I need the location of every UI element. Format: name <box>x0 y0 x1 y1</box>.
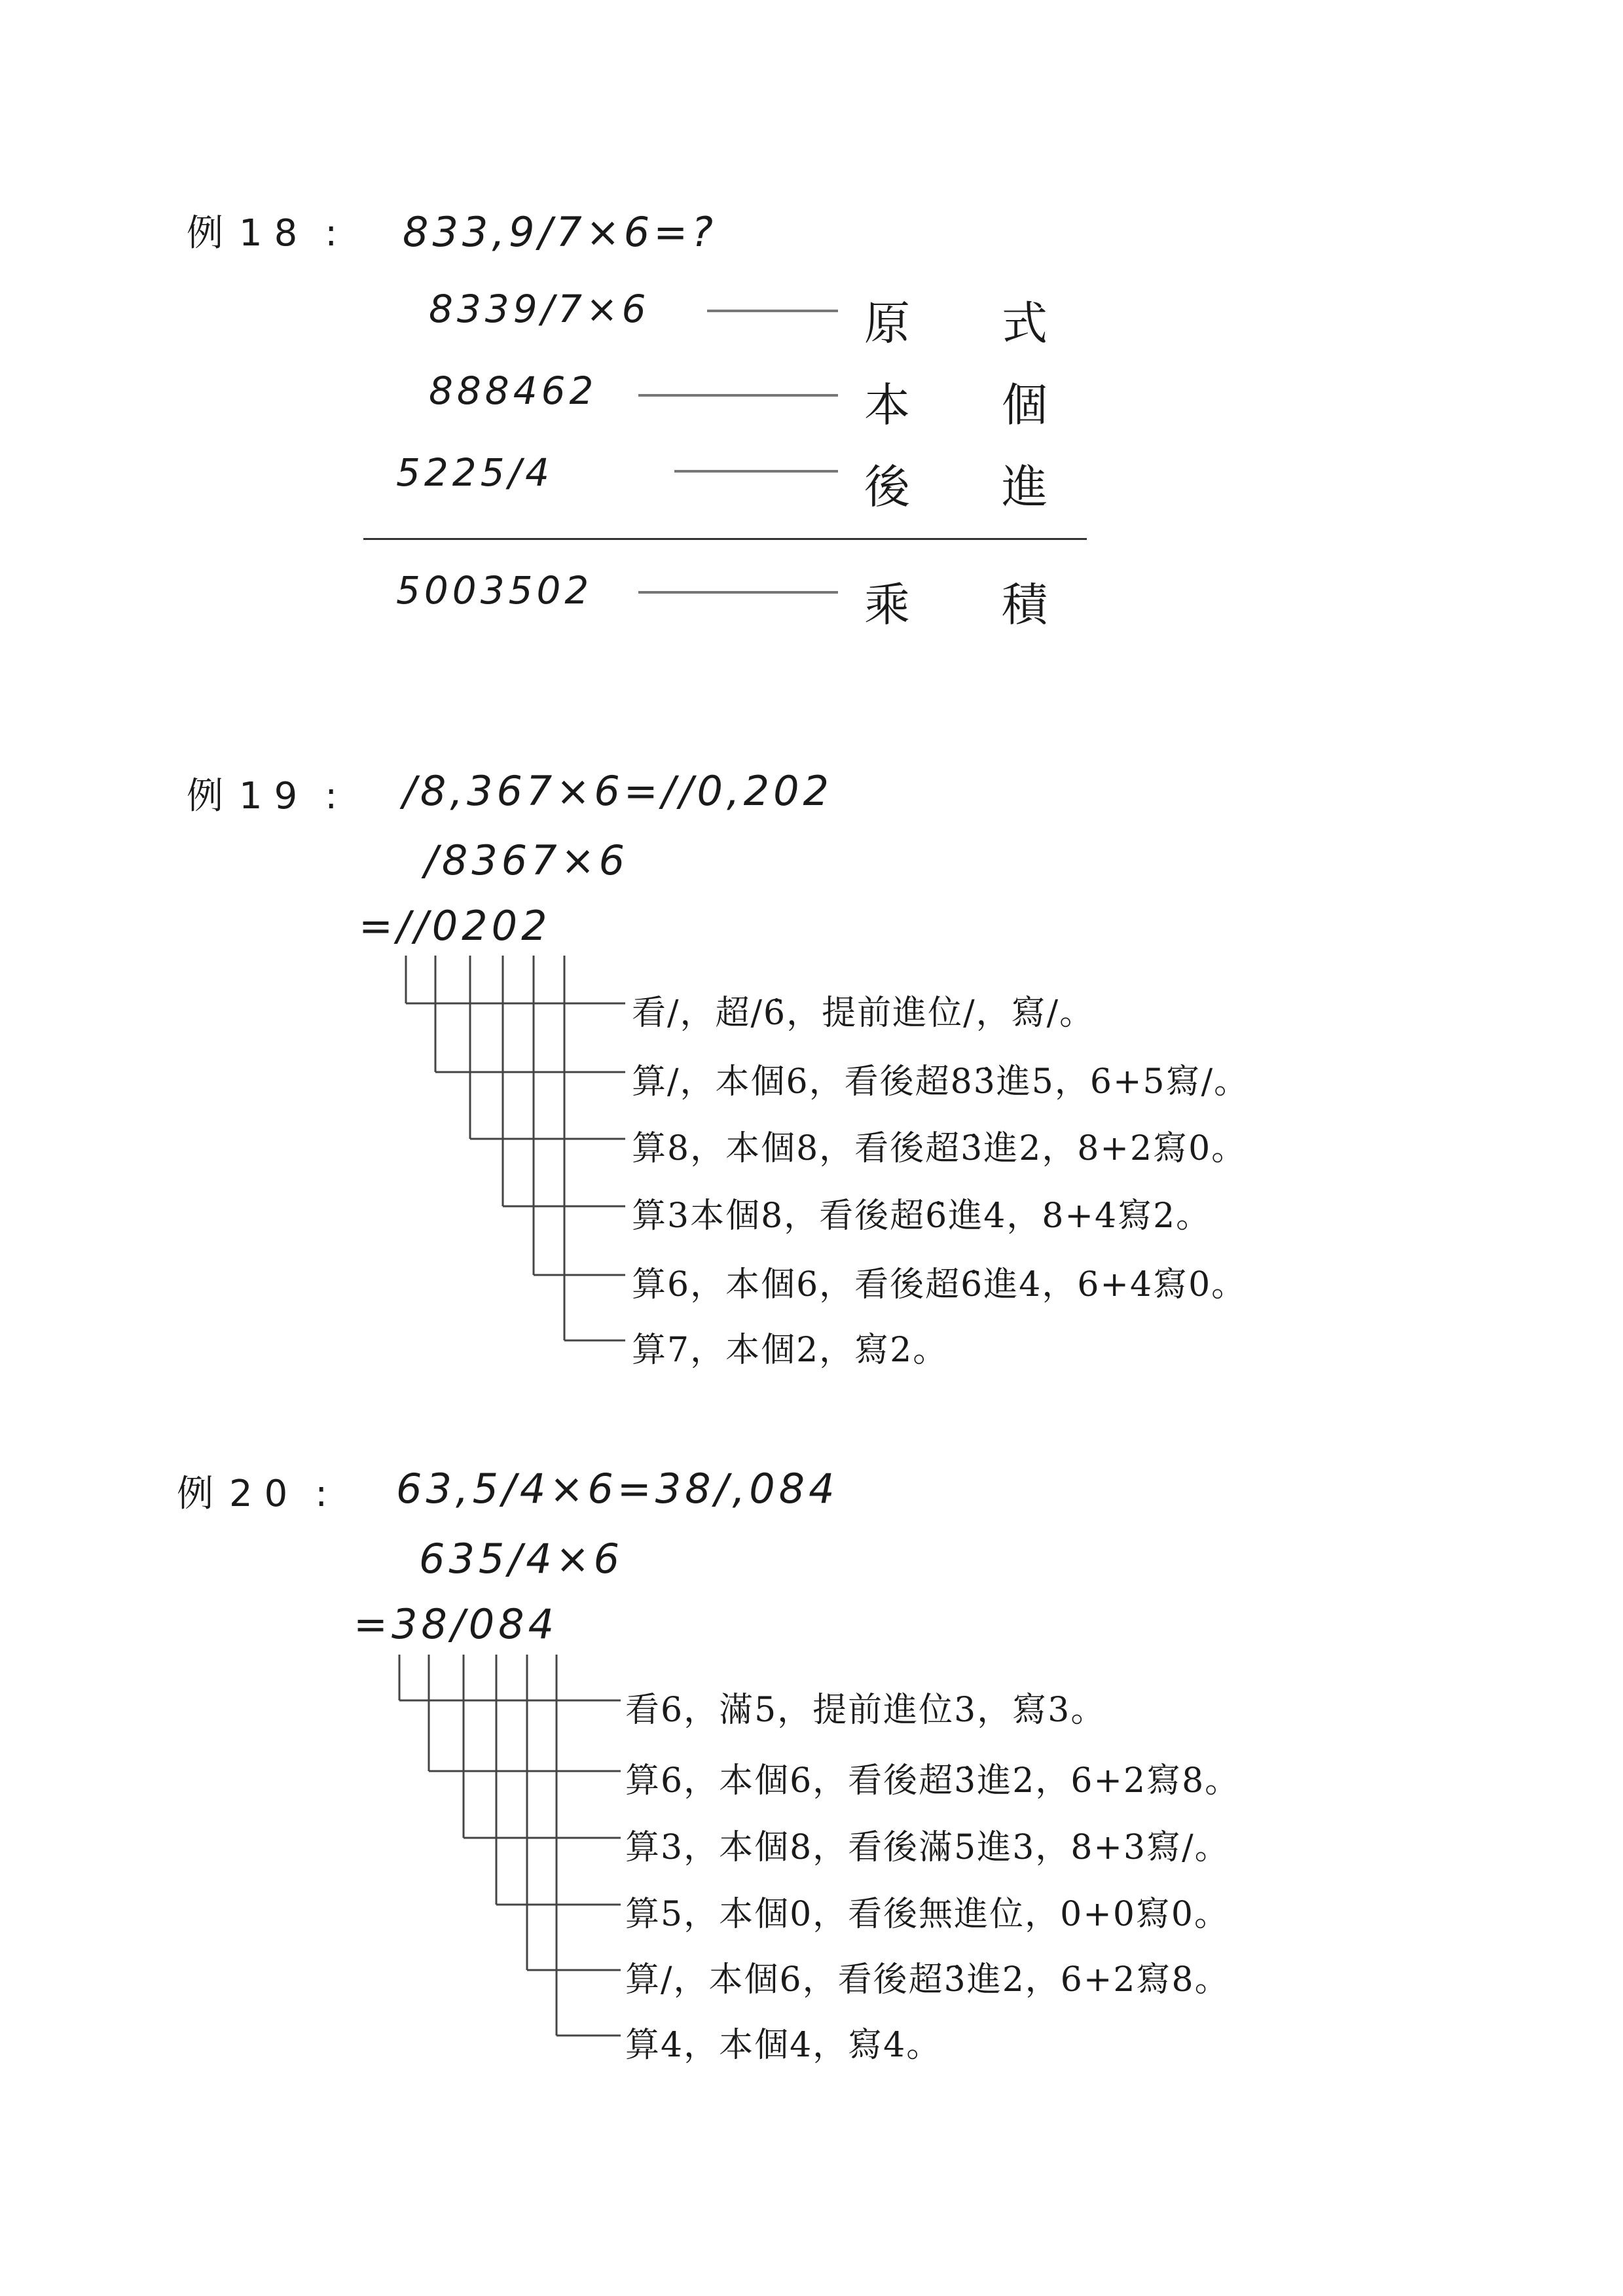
ex19-step-3: 算8，本個8，看後超3̇進2，8+2寫0。 <box>632 1129 1247 1168</box>
ex19-step-2: 算/，本個6，看後超83̇進5，6+5寫/。 <box>632 1062 1250 1102</box>
example-18-expression: 833,9/7×6=? <box>403 208 718 256</box>
ex20-step-1: 看6，滿5，提前進位3，寫3。 <box>625 1691 1106 1730</box>
example-19-expression: /8,367×6=//0,202 <box>403 767 833 815</box>
ex18-row-carry-term: 後 進 <box>864 460 1048 514</box>
colon: : <box>325 212 350 255</box>
ex18-row-product-value: 5003502 <box>396 568 593 613</box>
ex20-step-4: 算5，本個0，看後無進位，0+0寫0。 <box>625 1895 1230 1934</box>
example-label: 例 <box>177 1473 213 1515</box>
ex19-step-1: 看/，超/6̇，提前進位/，寫/。 <box>632 994 1095 1033</box>
ex18-row-base-value: 888462 <box>429 368 598 413</box>
ex20-step-2: 算6，本個6，看後超3̇進2，6+2寫8。 <box>625 1761 1241 1801</box>
ex20-multiplication: 635/4×6 <box>419 1535 624 1583</box>
example-number: 20 <box>229 1473 300 1515</box>
example-label: 例 <box>187 775 223 817</box>
ex19-result: =//0202 <box>359 902 551 950</box>
example-number: 18 <box>239 212 310 255</box>
example-20-expression: 63,5/4×6=38/,084 <box>396 1465 839 1513</box>
ex20-step-3: 算3，本個8，看後滿5進3，8+3寫/。 <box>625 1828 1230 1867</box>
ex20-result: =38/084 <box>354 1600 558 1648</box>
ex18-row-base-term: 本 個 <box>864 378 1048 432</box>
ex20-step-6: 算4，本個4，寫4。 <box>625 2026 942 2065</box>
ex19-step-5: 算6，本個6，看後超6̇進4，6+4寫0。 <box>632 1265 1247 1304</box>
ex20-step-5: 算/，本個6，看後超3̇進2，6+2寫8。 <box>625 1960 1230 2000</box>
example-number: 19 <box>239 775 310 817</box>
colon: : <box>325 775 350 817</box>
ex18-row-original-value: 8339/7×6 <box>429 287 650 331</box>
ex19-step-4: 算3本個8，看後超6̇進4，8+4寫2。 <box>632 1196 1212 1236</box>
ex18-row-carry-value: 5225/4 <box>396 450 554 495</box>
ex18-row-product-term: 乘 積 <box>864 578 1048 632</box>
ex19-multiplication: /8367×6 <box>424 836 629 884</box>
colon: : <box>315 1473 340 1515</box>
ex18-row-original-term: 原 式 <box>864 296 1048 350</box>
example-label: 例 <box>187 212 223 255</box>
ex19-step-6: 算7，本個2，寫2。 <box>632 1331 949 1370</box>
